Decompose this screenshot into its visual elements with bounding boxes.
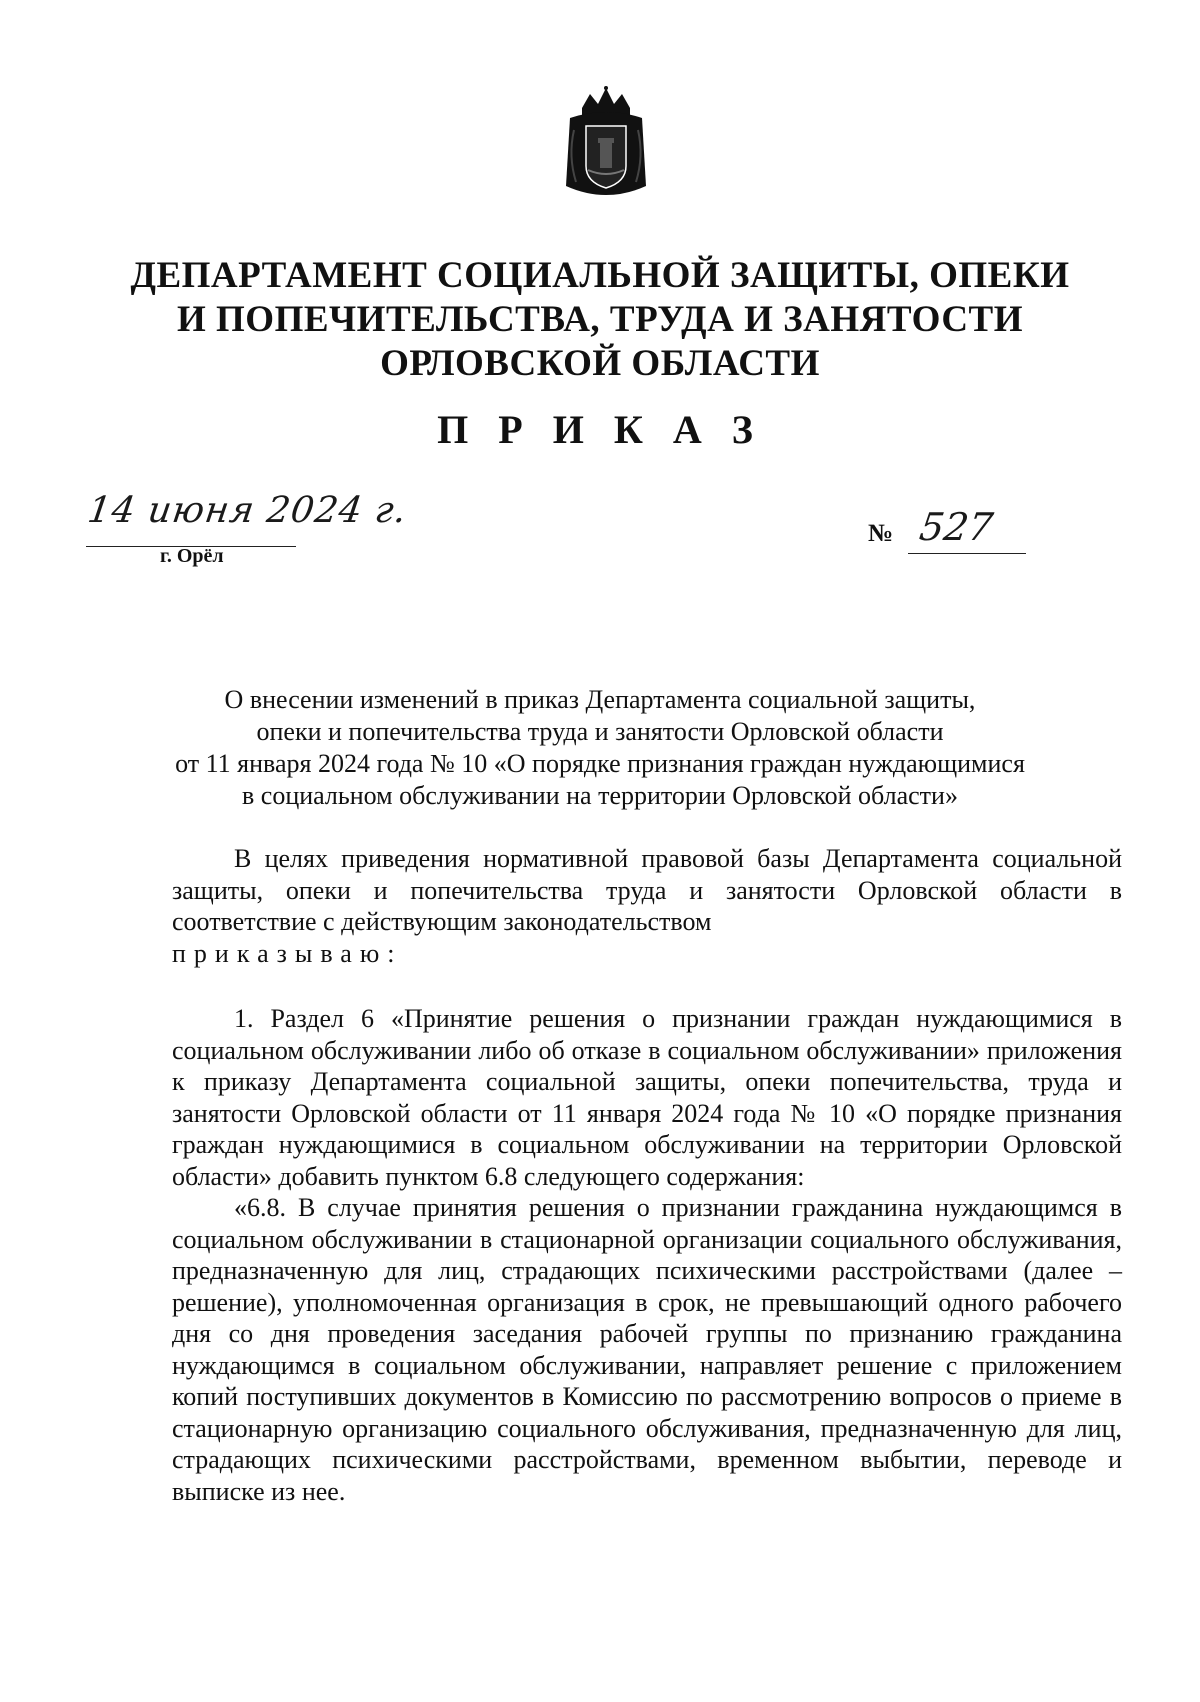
handwritten-date: 14 июня 2024 г. (85, 490, 410, 531)
subject-line-3: от 11 января 2024 года № 10 «О порядке признания граждан нуждающимися (175, 749, 1025, 778)
paragraph-2: «6.8. В случае принятия решения о признании гражданина нуждающимся в социальном обслуживании в стационарной организации социального обслуживания, предназначенную для лиц, страдающих психическими расстройствами (далее – решение), уполномоченная организация в срок, не превышающий одного рабочего дня со дня проведения заседания рабочей группы по признанию гражданина нуждающимся в социальном обслуживании, направляет решение с приложением копий поступивших документов в Комиссию по рассмотрению вопросов о приеме в стационарную организацию социального обслуживания, предназначенную для лиц, страдающих психическими расстройствами, временном выбытии, переводе и выписке из нее. (172, 1193, 1122, 1506)
document-type-title: П Р И К А З (437, 407, 763, 452)
department-line-3: ОРЛОВСКОЙ ОБЛАСТИ (380, 343, 820, 384)
department-name (120, 254, 1080, 386)
number-underline (908, 553, 1026, 554)
order-word: приказываю: (172, 938, 403, 968)
document-body (172, 843, 1122, 1507)
order-subject (120, 684, 1080, 812)
coat-of-arms-icon (560, 86, 652, 206)
subject-line-2: опеки и попечительства труда и занятости Орловской области (256, 717, 944, 746)
subject-line-1: О внесении изменений в приказ Департамента социальной защиты, (224, 685, 976, 714)
handwritten-number: 527 (916, 505, 996, 549)
preamble-text: В целях приведения нормативной правовой базы Департамента социальной защиты, опеки и попечительства труда и занятости Орловской области в соответствие с действующим законодательством (172, 844, 1122, 936)
preamble-paragraph (172, 843, 1122, 969)
department-line-1: ДЕПАРТАМЕНТ СОЦИАЛЬНОЙ ЗАЩИТЫ, ОПЕКИ (130, 255, 1070, 296)
city-label: г. Орёл (160, 545, 224, 567)
department-line-2: И ПОПЕЧИТЕЛЬСТВА, ТРУДА И ЗАНЯТОСТИ (176, 299, 1023, 340)
paragraph-1: 1. Раздел 6 «Принятие решения о признании граждан нуждающимися в социальном обслуживании либо об отказе в социальном обслуживании» приложения к приказу Департамента социальной защиты, опеки попечительства, труда и занятости Орловской области от 11 января 2024 года № 10 «О порядке признания граждан нуждающимися в социальном обслуживании на территории Орловской области» добавить пунктом 6.8 следующего содержания: (172, 1004, 1122, 1191)
subject-line-4: в социальном обслуживании на территории Орловской области» (242, 781, 958, 810)
number-label: № (868, 520, 894, 547)
